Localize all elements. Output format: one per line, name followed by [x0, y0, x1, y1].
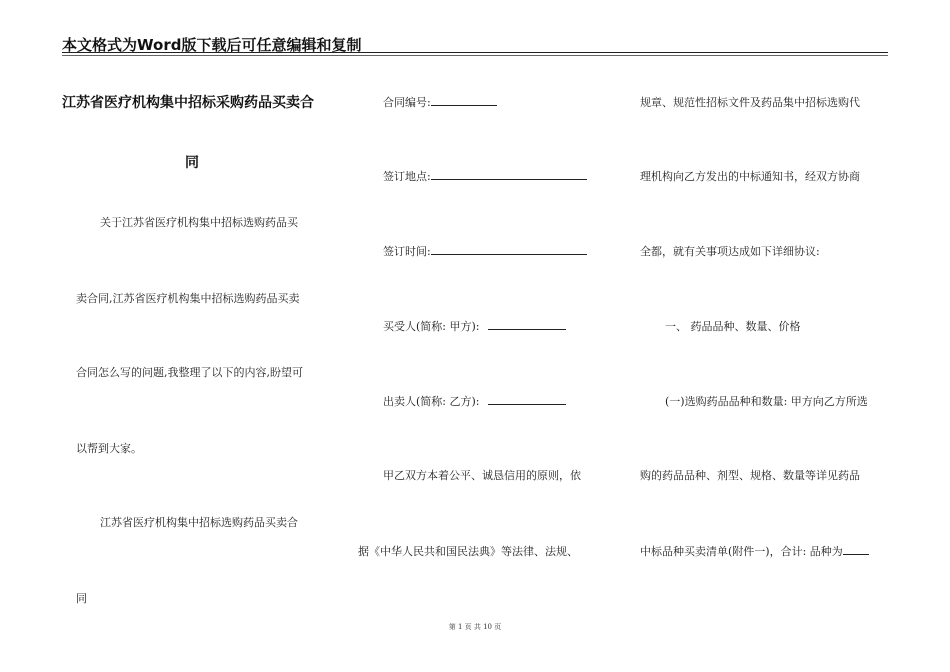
sign-time-field — [383, 243, 587, 259]
col3-line1: 规章、规范性招标文件及药品集中招标选购代 — [640, 96, 860, 109]
seller-label: 出卖人(简称: 乙方): — [383, 395, 480, 408]
contract-number-field — [383, 94, 497, 110]
principle-paragraph-line1: 甲乙双方本着公平、诚恳信用的原则，依 — [383, 469, 581, 482]
page-footer: 第 1 页 共 10 页 — [448, 623, 502, 631]
intro-paragraph-line2: 卖合同,江苏省医疗机构集中招标选购药品买卖 — [76, 292, 300, 305]
contract-number-label: 合同编号: — [383, 96, 431, 109]
variety-count-blank — [843, 544, 869, 555]
intro-paragraph-line4: 以帮到大家。 — [76, 442, 142, 455]
sign-place-field — [383, 168, 587, 184]
document-banner: 本文格式为Word版下载后可任意编辑和复制 — [62, 36, 362, 54]
principle-paragraph-line2: 据《中华人民共和国民法典》等法律、法规、 — [358, 545, 578, 558]
subtitle-line2: 同 — [76, 592, 87, 605]
sign-place-label: 签订地点: — [383, 170, 431, 183]
header-rule-secondary — [62, 55, 888, 56]
col3-line7-text: 中标品种买卖清单(附件一)，合计: 品种为 — [640, 545, 843, 558]
buyer-field — [383, 318, 566, 334]
section-heading-drug-varieties: 一、 药品品种、数量、价格 — [665, 320, 801, 333]
intro-paragraph-line1: 关于江苏省医疗机构集中招标选购药品买 — [100, 216, 298, 229]
header-rule — [62, 52, 888, 53]
document-title-line2: 同 — [185, 155, 199, 171]
seller-blank — [488, 394, 566, 405]
buyer-blank — [488, 319, 566, 330]
subtitle-line1: 江苏省医疗机构集中招标选购药品买卖合 — [100, 516, 298, 529]
contract-number-blank — [431, 95, 497, 106]
seller-field — [383, 393, 566, 409]
sign-time-label: 签订时间: — [383, 245, 431, 258]
sign-place-blank — [431, 169, 587, 180]
col3-line2: 理机构向乙方发出的中标通知书，经双方协商 — [640, 170, 860, 183]
buyer-label: 买受人(简称: 甲方): — [383, 320, 480, 333]
col3-line5: (一)选购药品品种和数量: 甲方向乙方所选 — [665, 395, 868, 408]
document-title-line1: 江苏省医疗机构集中招标采购药品买卖合 — [62, 95, 314, 111]
sign-time-blank — [431, 244, 587, 255]
intro-paragraph-line3: 合同怎么写的问题,我整理了以下的内容,盼望可 — [76, 366, 303, 379]
col3-line6: 购的药品品种、剂型、规格、数量等详见药品 — [640, 469, 860, 482]
col3-line3: 全都，就有关事项达成如下详细协议: — [640, 245, 820, 258]
col3-line7 — [640, 543, 869, 559]
